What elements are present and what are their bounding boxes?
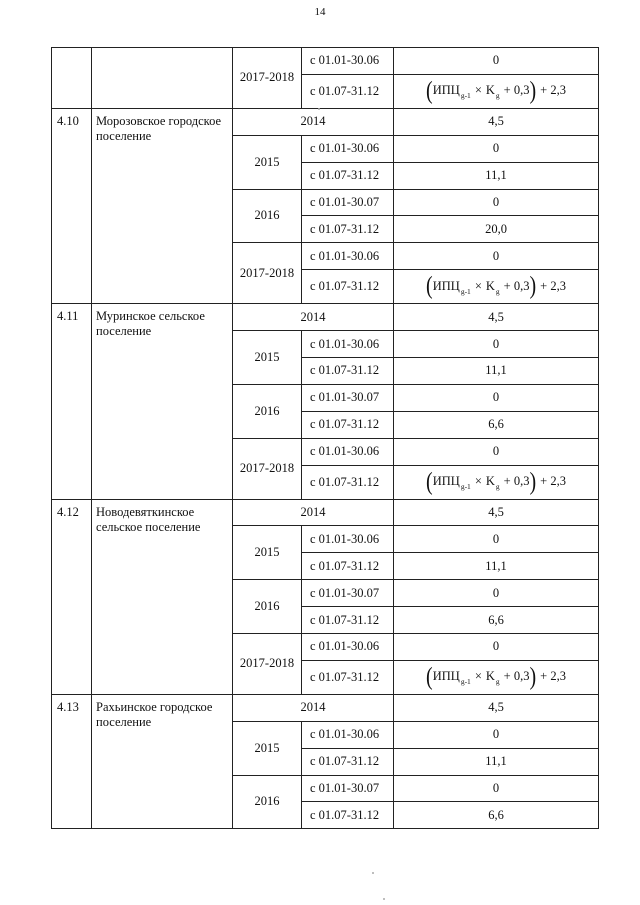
formula-k: K bbox=[485, 474, 495, 489]
value-cell bbox=[394, 270, 599, 304]
period-cell: с 01.07-31.12 bbox=[302, 411, 394, 438]
value-cell: 6,6 bbox=[394, 802, 599, 829]
period-cell: с 01.07-31.12 bbox=[302, 74, 394, 108]
formula-k-subscript: g bbox=[495, 286, 500, 296]
year-cell: 2014 bbox=[233, 499, 394, 526]
formula-k: K bbox=[485, 278, 495, 293]
period-cell: с 01.01-30.07 bbox=[302, 580, 394, 607]
value-cell: 0 bbox=[394, 526, 599, 553]
scan-speck bbox=[372, 872, 374, 874]
continued-num-cell bbox=[52, 48, 92, 109]
formula-times: × bbox=[474, 669, 482, 684]
formula-plus-const: + 0,3 bbox=[503, 83, 530, 98]
formula-open-paren: ( bbox=[426, 272, 433, 300]
period-cell: с 01.01-30.06 bbox=[302, 243, 394, 270]
formula-ipc: ИПЦ bbox=[432, 669, 460, 684]
value-cell: 4,5 bbox=[394, 304, 599, 331]
year-cell: 2016 bbox=[233, 384, 302, 438]
value-cell: 4,5 bbox=[394, 694, 599, 721]
tariff-table bbox=[51, 47, 599, 829]
formula-times: × bbox=[474, 278, 482, 293]
period-cell: с 01.01-30.07 bbox=[302, 384, 394, 411]
value-cell: 4,5 bbox=[394, 108, 599, 135]
tariff-formula bbox=[426, 272, 566, 300]
formula-open-paren: ( bbox=[426, 467, 433, 496]
settlement-number: 4.10 bbox=[52, 108, 92, 303]
period-cell: с 01.07-31.12 bbox=[302, 748, 394, 775]
settlement-number: 4.13 bbox=[52, 694, 92, 828]
value-cell: 4,5 bbox=[394, 499, 599, 526]
value-cell: 0 bbox=[394, 580, 599, 607]
formula-close-paren: ) bbox=[529, 663, 537, 691]
formula-close-paren: ) bbox=[529, 77, 537, 105]
period-cell: с 01.01-30.06 bbox=[302, 526, 394, 553]
formula-ipc-subscript: g-1 bbox=[460, 677, 471, 687]
formula-plus-const: + 0,3 bbox=[503, 474, 530, 489]
period-cell: с 01.07-31.12 bbox=[302, 553, 394, 580]
year-cell: 2014 bbox=[233, 108, 394, 135]
period-cell: с 01.07-31.12 bbox=[302, 216, 394, 243]
settlement-name: Муринское сельское поселение bbox=[92, 304, 233, 499]
value-cell: 20,0 bbox=[394, 216, 599, 243]
value-cell: 6,6 bbox=[394, 411, 599, 438]
table-row bbox=[52, 694, 599, 721]
year-cell: 2015 bbox=[233, 721, 302, 775]
year-cell: 2015 bbox=[233, 331, 302, 385]
year-cell: 2016 bbox=[233, 189, 302, 243]
continued-name-cell bbox=[92, 48, 233, 109]
formula-k-subscript: g bbox=[495, 91, 500, 101]
scan-speck bbox=[318, 108, 320, 110]
year-cell: 2016 bbox=[233, 580, 302, 634]
table-row bbox=[52, 499, 599, 526]
scan-speck bbox=[383, 898, 385, 900]
year-cell: 2014 bbox=[233, 304, 394, 331]
settlement-name: Новодевяткинское сельское поселение bbox=[92, 499, 233, 694]
settlement-name: Морозовское городское поселение bbox=[92, 108, 233, 303]
period-cell: с 01.01-30.06 bbox=[302, 135, 394, 162]
value-cell: 0 bbox=[394, 189, 599, 216]
period-cell: с 01.01-30.06 bbox=[302, 634, 394, 661]
value-cell: 0 bbox=[394, 331, 599, 358]
year-cell: 2014 bbox=[233, 694, 394, 721]
formula-tail: + 2,3 bbox=[540, 278, 566, 293]
formula-k: K bbox=[485, 669, 495, 684]
formula-ipc-subscript: g-1 bbox=[460, 91, 471, 101]
period-cell: с 01.07-31.12 bbox=[302, 162, 394, 189]
tariff-formula bbox=[426, 467, 566, 496]
period-cell: с 01.01-30.06 bbox=[302, 331, 394, 358]
value-cell: 11,1 bbox=[394, 358, 599, 385]
value-cell: 11,1 bbox=[394, 162, 599, 189]
formula-open-paren: ( bbox=[426, 77, 433, 105]
year-cell: 2015 bbox=[233, 526, 302, 580]
table-row bbox=[52, 108, 599, 135]
period-cell: с 01.07-31.12 bbox=[302, 607, 394, 634]
value-cell: 0 bbox=[394, 721, 599, 748]
year-cell: 2016 bbox=[233, 775, 302, 829]
formula-tail: + 2,3 bbox=[540, 669, 566, 684]
period-cell: с 01.01-30.06 bbox=[302, 721, 394, 748]
period-cell: с 01.07-31.12 bbox=[302, 660, 394, 694]
value-cell: 11,1 bbox=[394, 553, 599, 580]
value-cell: 6,6 bbox=[394, 607, 599, 634]
value-cell: 0 bbox=[394, 48, 599, 75]
value-cell bbox=[394, 74, 599, 108]
settlement-number: 4.11 bbox=[52, 304, 92, 499]
formula-ipc-subscript: g-1 bbox=[460, 286, 471, 296]
period-cell: с 01.07-31.12 bbox=[302, 270, 394, 304]
period-cell: с 01.01-30.07 bbox=[302, 775, 394, 802]
formula-k-subscript: g bbox=[495, 677, 500, 687]
formula-k: K bbox=[485, 83, 495, 98]
year-cell: 2017-2018 bbox=[233, 438, 302, 499]
year-cell: 2017-2018 bbox=[233, 634, 302, 695]
formula-ipc: ИПЦ bbox=[432, 474, 460, 489]
formula-plus-const: + 0,3 bbox=[503, 669, 530, 684]
formula-k-subscript: g bbox=[495, 482, 500, 492]
formula-ipc: ИПЦ bbox=[432, 278, 460, 293]
table-row bbox=[52, 304, 599, 331]
value-cell: 0 bbox=[394, 243, 599, 270]
formula-tail: + 2,3 bbox=[540, 474, 566, 489]
value-cell: 0 bbox=[394, 384, 599, 411]
table-row bbox=[52, 48, 599, 75]
tariff-formula bbox=[426, 77, 566, 105]
value-cell: 0 bbox=[394, 634, 599, 661]
formula-times: × bbox=[474, 83, 482, 98]
value-cell bbox=[394, 660, 599, 694]
formula-close-paren: ) bbox=[529, 467, 537, 496]
formula-plus-const: + 0,3 bbox=[503, 278, 530, 293]
period-cell: с 01.01-30.07 bbox=[302, 189, 394, 216]
year-cell: 2017-2018 bbox=[233, 243, 302, 304]
formula-open-paren: ( bbox=[426, 663, 433, 691]
value-cell: 0 bbox=[394, 775, 599, 802]
formula-close-paren: ) bbox=[529, 272, 537, 300]
value-cell bbox=[394, 465, 599, 499]
period-cell: с 01.01-30.06 bbox=[302, 438, 394, 465]
period-cell: с 01.07-31.12 bbox=[302, 465, 394, 499]
value-cell: 0 bbox=[394, 438, 599, 465]
formula-ipc-subscript: g-1 bbox=[460, 482, 471, 492]
formula-ipc: ИПЦ bbox=[432, 83, 460, 98]
year-cell: 2017-2018 bbox=[233, 48, 302, 109]
value-cell: 11,1 bbox=[394, 748, 599, 775]
period-cell: с 01.07-31.12 bbox=[302, 358, 394, 385]
period-cell: с 01.01-30.06 bbox=[302, 48, 394, 75]
period-cell: с 01.07-31.12 bbox=[302, 802, 394, 829]
settlement-number: 4.12 bbox=[52, 499, 92, 694]
year-cell: 2015 bbox=[233, 135, 302, 189]
value-cell: 0 bbox=[394, 135, 599, 162]
formula-times: × bbox=[474, 474, 482, 489]
page-number: 14 bbox=[314, 6, 326, 18]
formula-tail: + 2,3 bbox=[540, 83, 566, 98]
tariff-formula bbox=[426, 663, 566, 691]
settlement-name: Рахьинское городское поселение bbox=[92, 694, 233, 828]
